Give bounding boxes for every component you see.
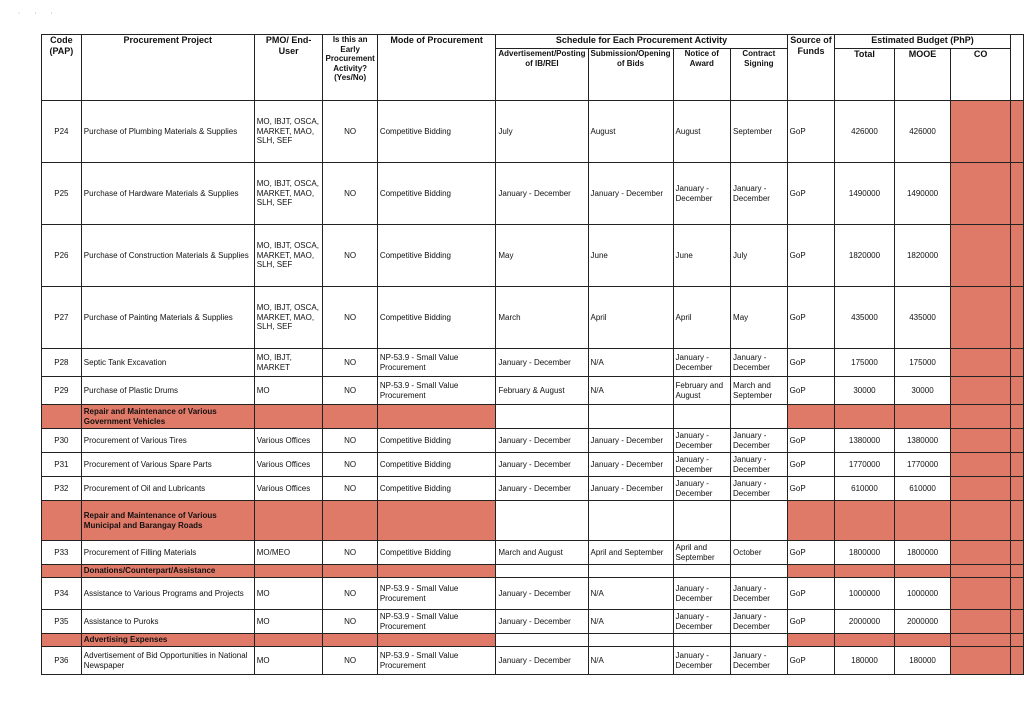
submission-cell: N/A: [588, 377, 673, 405]
notice-cell: April and September: [673, 541, 731, 565]
source-cell: GoP: [787, 647, 835, 675]
code-cell: P30: [42, 429, 82, 453]
total-cell: 2000000: [835, 610, 894, 634]
cutoff-cell: [1010, 610, 1023, 634]
submission-cell: January - December: [588, 429, 673, 453]
project-cell: Purchase of Hardware Materials & Supplies: [81, 163, 254, 225]
section-cell: [377, 501, 496, 541]
source-cell: GoP: [787, 287, 835, 349]
advertisement-cell: July: [496, 101, 588, 163]
code-cell: P26: [42, 225, 82, 287]
section-title: Repair and Maintenance of Various Government Vehicles: [81, 405, 254, 429]
submission-cell: N/A: [588, 610, 673, 634]
early-procurement-cell: NO: [323, 578, 377, 610]
contract-cell: October: [731, 541, 788, 565]
section-cell: [323, 501, 377, 541]
section-title: Repair and Maintenance of Various Municipal and Barangay Roads: [81, 501, 254, 541]
section-cell: [323, 405, 377, 429]
contract-cell: January - December: [731, 578, 788, 610]
mode-cell: Competitive Bidding: [377, 163, 496, 225]
section-cell: [496, 565, 588, 578]
contract-cell: May: [731, 287, 788, 349]
header-project: Procurement Project: [81, 35, 254, 101]
mode-cell: NP-53.9 - Small Value Procurement: [377, 578, 496, 610]
mooe-cell: 1770000: [894, 453, 951, 477]
mode-cell: Competitive Bidding: [377, 541, 496, 565]
project-cell: Advertisement of Bid Opportunities in National Newspaper: [81, 647, 254, 675]
notice-cell: January - December: [673, 477, 731, 501]
cutoff-cell: [1010, 647, 1023, 675]
source-cell: GoP: [787, 225, 835, 287]
table-row: [42, 101, 1024, 163]
notice-cell: January - December: [673, 578, 731, 610]
mooe-cell: 1820000: [894, 225, 951, 287]
code-cell: P33: [42, 541, 82, 565]
early-procurement-cell: NO: [323, 101, 377, 163]
project-cell: Septic Tank Excavation: [81, 349, 254, 377]
pmo-cell: MO, IBJT, OSCA, MARKET, MAO, SLH, SEF: [254, 101, 323, 163]
code-cell: P34: [42, 578, 82, 610]
advertisement-cell: March and August: [496, 541, 588, 565]
source-cell: GoP: [787, 429, 835, 453]
source-cell: GoP: [787, 541, 835, 565]
cutoff-cell: [1010, 163, 1023, 225]
table-row: [42, 541, 1024, 565]
section-title: Advertising Expenses: [81, 634, 254, 647]
co-cell: [951, 647, 1010, 675]
submission-cell: June: [588, 225, 673, 287]
code-cell: P35: [42, 610, 82, 634]
header-cutoff: [1010, 35, 1023, 101]
code-cell: P31: [42, 453, 82, 477]
mooe-cell: 1000000: [894, 578, 951, 610]
early-procurement-cell: NO: [323, 377, 377, 405]
cutoff-cell: [1010, 349, 1023, 377]
pmo-cell: MO: [254, 647, 323, 675]
submission-cell: January - December: [588, 163, 673, 225]
code-cell: P24: [42, 101, 82, 163]
header-mooe: MOOE: [894, 49, 951, 101]
section-cell: [787, 501, 835, 541]
early-procurement-cell: NO: [323, 453, 377, 477]
mooe-cell: 610000: [894, 477, 951, 501]
source-cell: GoP: [787, 610, 835, 634]
co-cell: [951, 101, 1010, 163]
header-pmo: PMO/ End-User: [254, 35, 323, 101]
source-cell: GoP: [787, 578, 835, 610]
cutoff-cell: [1010, 578, 1023, 610]
notice-cell: January - December: [673, 429, 731, 453]
section-cell: [377, 405, 496, 429]
pmo-cell: MO: [254, 578, 323, 610]
header-early-procurement: Is this an Early Procurement Activity? (Yes/No): [323, 35, 377, 101]
section-cell: [588, 565, 673, 578]
contract-cell: January - December: [731, 477, 788, 501]
submission-cell: January - December: [588, 477, 673, 501]
pmo-cell: MO, IBJT, OSCA, MARKET, MAO, SLH, SEF: [254, 163, 323, 225]
procurement-plan-sheet: [41, 34, 1024, 675]
project-cell: Assistance to Puroks: [81, 610, 254, 634]
code-cell: P28: [42, 349, 82, 377]
mode-cell: NP-53.9 - Small Value Procurement: [377, 610, 496, 634]
early-procurement-cell: NO: [323, 541, 377, 565]
table-row: [42, 578, 1024, 610]
code-cell: P32: [42, 477, 82, 501]
cutoff-cell: [1010, 225, 1023, 287]
header-co: CO: [951, 49, 1010, 101]
section-cell: [731, 565, 788, 578]
co-cell: [951, 349, 1010, 377]
pmo-cell: MO/MEO: [254, 541, 323, 565]
section-cell: [894, 634, 951, 647]
section-cell: [1010, 405, 1023, 429]
header-budget: Estimated Budget (PhP): [835, 35, 1011, 49]
notice-cell: June: [673, 225, 731, 287]
total-cell: 1770000: [835, 453, 894, 477]
co-cell: [951, 429, 1010, 453]
section-cell: [496, 405, 588, 429]
procurement-table: [41, 34, 1024, 675]
code-cell: P36: [42, 647, 82, 675]
code-cell: P25: [42, 163, 82, 225]
contract-cell: July: [731, 225, 788, 287]
early-procurement-cell: NO: [323, 477, 377, 501]
submission-cell: April: [588, 287, 673, 349]
section-cell: [835, 405, 894, 429]
early-procurement-cell: NO: [323, 647, 377, 675]
advertisement-cell: January - December: [496, 578, 588, 610]
early-procurement-cell: NO: [323, 610, 377, 634]
section-title: Donations/Counterpart/Assistance: [81, 565, 254, 578]
pmo-cell: Various Offices: [254, 453, 323, 477]
section-row: [42, 501, 1024, 541]
cutoff-cell: [1010, 429, 1023, 453]
submission-cell: August: [588, 101, 673, 163]
mode-cell: NP-53.9 - Small Value Procurement: [377, 377, 496, 405]
section-cell: [496, 634, 588, 647]
notice-cell: January - December: [673, 163, 731, 225]
section-cell: [894, 565, 951, 578]
section-cell: [951, 634, 1010, 647]
total-cell: 435000: [835, 287, 894, 349]
project-cell: Assistance to Various Programs and Projects: [81, 578, 254, 610]
section-cell: [835, 634, 894, 647]
header-mode: Mode of Procurement: [377, 35, 496, 101]
section-cell: [1010, 501, 1023, 541]
mooe-cell: 435000: [894, 287, 951, 349]
section-cell: [42, 565, 82, 578]
section-cell: [731, 634, 788, 647]
advertisement-cell: January - December: [496, 429, 588, 453]
section-cell: [254, 501, 323, 541]
mooe-cell: 1490000: [894, 163, 951, 225]
contract-cell: September: [731, 101, 788, 163]
advertisement-cell: January - December: [496, 453, 588, 477]
source-cell: GoP: [787, 377, 835, 405]
section-cell: [787, 634, 835, 647]
table-row: [42, 287, 1024, 349]
early-procurement-cell: NO: [323, 349, 377, 377]
pmo-cell: MO, IBJT, OSCA, MARKET, MAO, SLH, SEF: [254, 287, 323, 349]
mode-cell: Competitive Bidding: [377, 453, 496, 477]
section-cell: [254, 634, 323, 647]
table-row: [42, 477, 1024, 501]
section-cell: [894, 501, 951, 541]
contract-cell: January - December: [731, 349, 788, 377]
co-cell: [951, 287, 1010, 349]
mode-cell: NP-53.9 - Small Value Procurement: [377, 647, 496, 675]
section-cell: [1010, 634, 1023, 647]
mooe-cell: 175000: [894, 349, 951, 377]
section-cell: [673, 405, 731, 429]
total-cell: 1820000: [835, 225, 894, 287]
pmo-cell: Various Offices: [254, 477, 323, 501]
section-cell: [731, 405, 788, 429]
mode-cell: Competitive Bidding: [377, 287, 496, 349]
co-cell: [951, 541, 1010, 565]
source-cell: GoP: [787, 163, 835, 225]
co-cell: [951, 453, 1010, 477]
contract-cell: January - December: [731, 647, 788, 675]
submission-cell: N/A: [588, 578, 673, 610]
header-submission: Submission/Opening of Bids: [588, 49, 673, 101]
header-code: Code (PAP): [42, 35, 82, 101]
early-procurement-cell: NO: [323, 225, 377, 287]
table-row: [42, 610, 1024, 634]
project-cell: Purchase of Plastic Drums: [81, 377, 254, 405]
total-cell: 180000: [835, 647, 894, 675]
total-cell: 1000000: [835, 578, 894, 610]
project-cell: Procurement of Oil and Lubricants: [81, 477, 254, 501]
advertisement-cell: January - December: [496, 477, 588, 501]
project-cell: Purchase of Plumbing Materials & Supplies: [81, 101, 254, 163]
cutoff-cell: [1010, 377, 1023, 405]
pmo-cell: Various Offices: [254, 429, 323, 453]
total-cell: 1490000: [835, 163, 894, 225]
contract-cell: January - December: [731, 163, 788, 225]
section-cell: [731, 501, 788, 541]
project-cell: Procurement of Various Spare Parts: [81, 453, 254, 477]
project-cell: Purchase of Construction Materials & Supplies: [81, 225, 254, 287]
mooe-cell: 1380000: [894, 429, 951, 453]
submission-cell: April and September: [588, 541, 673, 565]
header-contract: Contract Signing: [731, 49, 788, 101]
section-cell: [323, 634, 377, 647]
mooe-cell: 1800000: [894, 541, 951, 565]
section-cell: [673, 565, 731, 578]
source-cell: GoP: [787, 349, 835, 377]
total-cell: 426000: [835, 101, 894, 163]
section-row: [42, 405, 1024, 429]
header-source: Source of Funds: [787, 35, 835, 101]
project-cell: Procurement of Filling Materials: [81, 541, 254, 565]
total-cell: 30000: [835, 377, 894, 405]
section-cell: [951, 501, 1010, 541]
pmo-cell: MO: [254, 610, 323, 634]
section-cell: [42, 501, 82, 541]
section-cell: [835, 501, 894, 541]
contract-cell: March and September: [731, 377, 788, 405]
section-cell: [894, 405, 951, 429]
section-cell: [377, 634, 496, 647]
section-cell: [835, 565, 894, 578]
section-cell: [588, 501, 673, 541]
contract-cell: January - December: [731, 429, 788, 453]
header-schedule: Schedule for Each Procurement Activity: [496, 35, 787, 49]
cutoff-cell: [1010, 541, 1023, 565]
mooe-cell: 2000000: [894, 610, 951, 634]
section-cell: [323, 565, 377, 578]
early-procurement-cell: NO: [323, 429, 377, 453]
total-cell: 1800000: [835, 541, 894, 565]
notice-cell: January - December: [673, 647, 731, 675]
pmo-cell: MO: [254, 377, 323, 405]
mode-cell: Competitive Bidding: [377, 477, 496, 501]
table-row: [42, 647, 1024, 675]
notice-cell: February and August: [673, 377, 731, 405]
notice-cell: January - December: [673, 453, 731, 477]
cutoff-cell: [1010, 101, 1023, 163]
submission-cell: January - December: [588, 453, 673, 477]
code-cell: P29: [42, 377, 82, 405]
cutoff-cell: [1010, 453, 1023, 477]
co-cell: [951, 225, 1010, 287]
header-advertisement: Advertisement/Posting of IB/REI: [496, 49, 588, 101]
co-cell: [951, 578, 1010, 610]
cutoff-cell: [1010, 477, 1023, 501]
code-cell: P27: [42, 287, 82, 349]
table-row: [42, 349, 1024, 377]
mooe-cell: 426000: [894, 101, 951, 163]
mode-cell: Competitive Bidding: [377, 429, 496, 453]
table-row: [42, 163, 1024, 225]
notice-cell: April: [673, 287, 731, 349]
co-cell: [951, 377, 1010, 405]
advertisement-cell: January - December: [496, 647, 588, 675]
section-cell: [787, 405, 835, 429]
pmo-cell: MO, IBJT, OSCA, MARKET, MAO, SLH, SEF: [254, 225, 323, 287]
source-cell: GoP: [787, 477, 835, 501]
section-cell: [42, 405, 82, 429]
section-cell: [254, 565, 323, 578]
contract-cell: January - December: [731, 453, 788, 477]
section-row: [42, 634, 1024, 647]
section-cell: [588, 634, 673, 647]
section-cell: [673, 634, 731, 647]
table-row: [42, 225, 1024, 287]
advertisement-cell: January - December: [496, 610, 588, 634]
contract-cell: January - December: [731, 610, 788, 634]
section-cell: [787, 565, 835, 578]
section-cell: [673, 501, 731, 541]
scan-artifact: · · ·: [18, 10, 59, 17]
mode-cell: Competitive Bidding: [377, 101, 496, 163]
submission-cell: N/A: [588, 349, 673, 377]
co-cell: [951, 477, 1010, 501]
early-procurement-cell: NO: [323, 163, 377, 225]
section-cell: [1010, 565, 1023, 578]
table-body: [42, 101, 1024, 675]
advertisement-cell: May: [496, 225, 588, 287]
total-cell: 1380000: [835, 429, 894, 453]
section-cell: [951, 565, 1010, 578]
source-cell: GoP: [787, 453, 835, 477]
header-total: Total: [835, 49, 894, 101]
section-cell: [588, 405, 673, 429]
mooe-cell: 30000: [894, 377, 951, 405]
section-cell: [254, 405, 323, 429]
table-row: [42, 453, 1024, 477]
mode-cell: Competitive Bidding: [377, 225, 496, 287]
advertisement-cell: January - December: [496, 349, 588, 377]
table-row: [42, 377, 1024, 405]
mooe-cell: 180000: [894, 647, 951, 675]
section-cell: [42, 634, 82, 647]
total-cell: 175000: [835, 349, 894, 377]
mode-cell: NP-53.9 - Small Value Procurement: [377, 349, 496, 377]
total-cell: 610000: [835, 477, 894, 501]
project-cell: Procurement of Various Tires: [81, 429, 254, 453]
notice-cell: January - December: [673, 610, 731, 634]
early-procurement-cell: NO: [323, 287, 377, 349]
advertisement-cell: February & August: [496, 377, 588, 405]
section-cell: [951, 405, 1010, 429]
notice-cell: August: [673, 101, 731, 163]
header-notice: Notice of Award: [673, 49, 731, 101]
section-row: [42, 565, 1024, 578]
co-cell: [951, 610, 1010, 634]
cutoff-cell: [1010, 287, 1023, 349]
submission-cell: N/A: [588, 647, 673, 675]
section-cell: [496, 501, 588, 541]
project-cell: Purchase of Painting Materials & Supplies: [81, 287, 254, 349]
table-row: [42, 429, 1024, 453]
section-cell: [377, 565, 496, 578]
co-cell: [951, 163, 1010, 225]
pmo-cell: MO, IBJT, MARKET: [254, 349, 323, 377]
notice-cell: January - December: [673, 349, 731, 377]
source-cell: GoP: [787, 101, 835, 163]
advertisement-cell: March: [496, 287, 588, 349]
advertisement-cell: January - December: [496, 163, 588, 225]
